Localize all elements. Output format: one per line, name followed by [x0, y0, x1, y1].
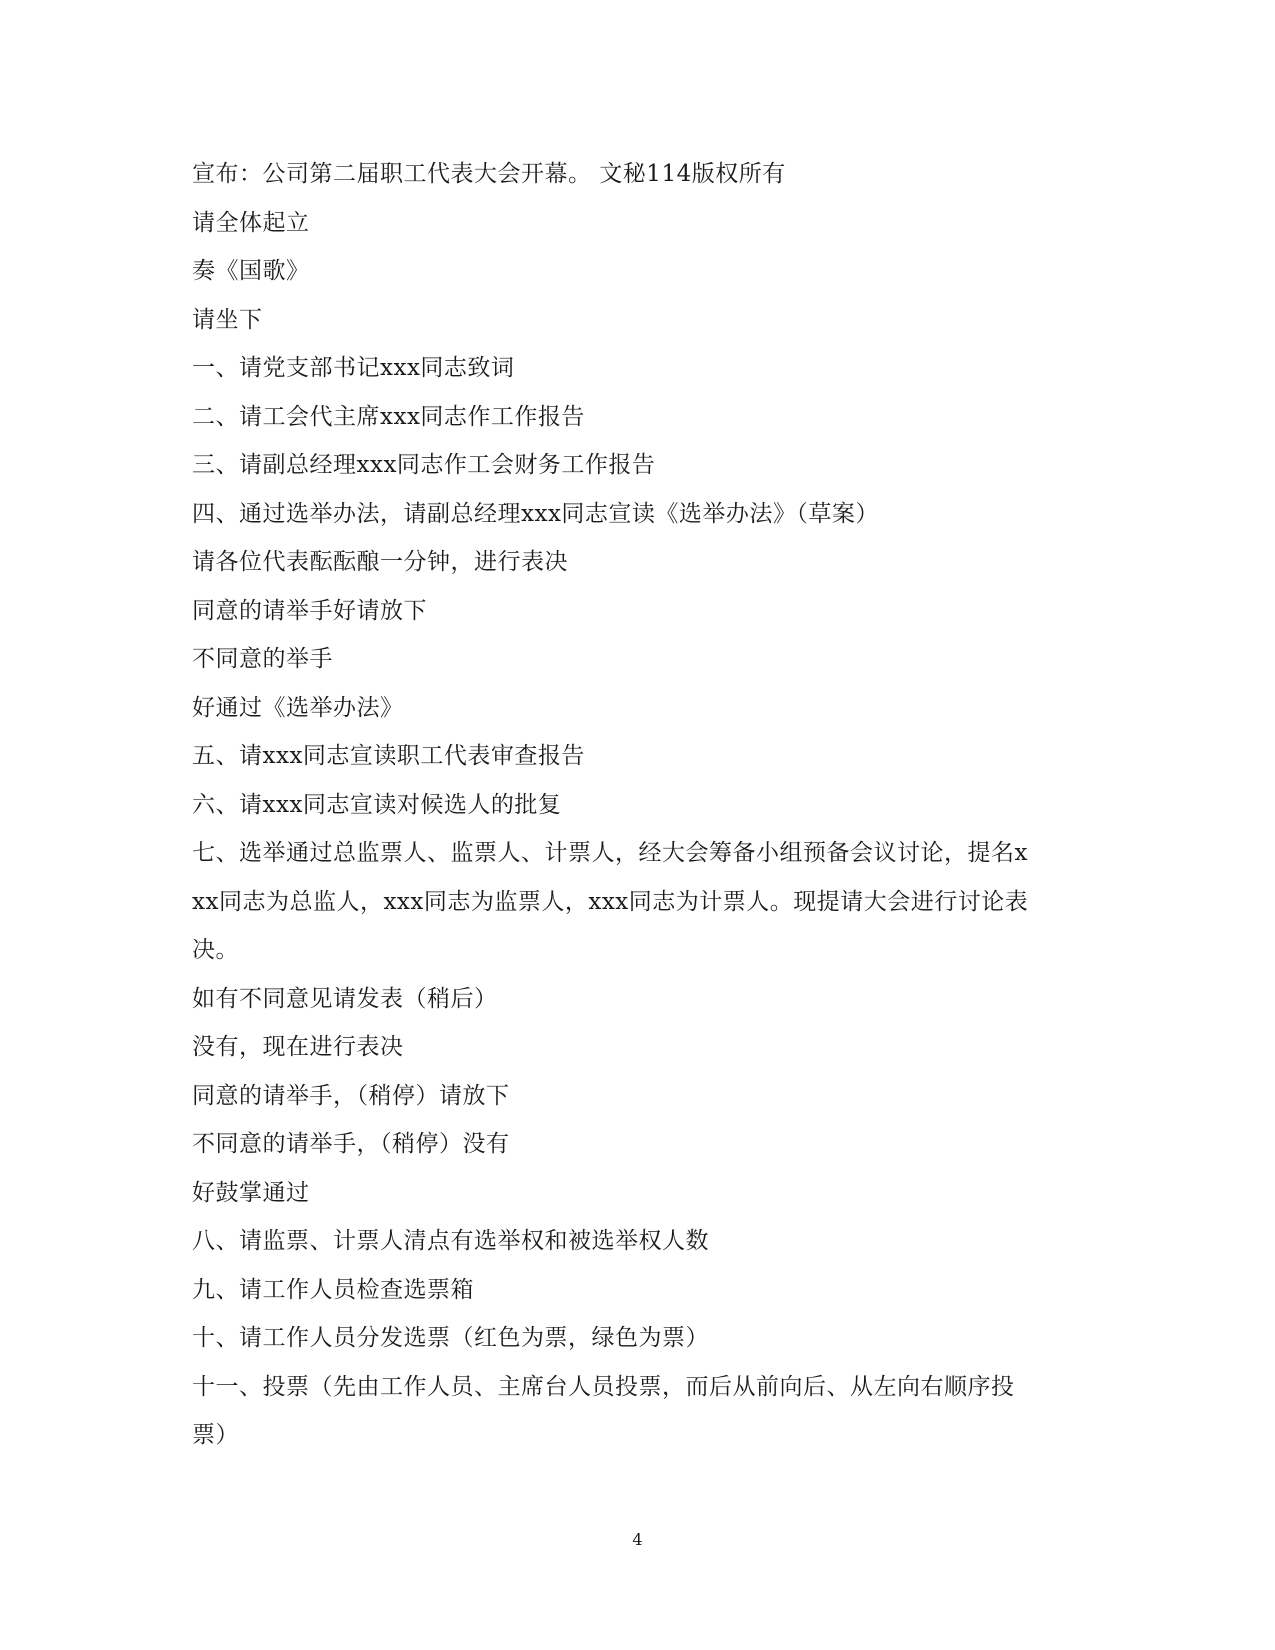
text-line: 奏《国歌》	[192, 258, 310, 284]
document-body	[192, 150, 1092, 1460]
text-line: 三、请副总经理xxx同志作工会财务工作报告	[192, 452, 656, 478]
text-line: 不同意的举手	[192, 646, 333, 672]
text-line: 好通过《选举办法》	[192, 694, 404, 721]
text-line: 同意的请举手，（稍停）请放下	[192, 1082, 510, 1109]
text-line: 票）	[192, 1422, 239, 1448]
text-line: 四、通过选举办法，请副总经理xxx同志宣读《选举办法》（草案）	[192, 500, 879, 527]
text-line: 七、选举通过总监票人、监票人、计票人，经大会筹备小组预备会议讨论，提名x	[192, 840, 1028, 866]
text-line: 请全体起立	[192, 209, 310, 236]
text-line: 如有不同意见请发表（稍后）	[192, 985, 498, 1012]
text-line: 请坐下	[192, 306, 263, 333]
text-line: 十、请工作人员分发选票（红色为票，绿色为票）	[192, 1325, 709, 1351]
text-line: 不同意的请举手，（稍停）没有	[192, 1131, 510, 1157]
text-line: 同意的请举手好请放下	[192, 597, 427, 624]
text-line: 请各位代表酝酝酿一分钟，进行表决	[192, 549, 568, 575]
text-line: 二、请工会代主席xxx同志作工作报告	[192, 403, 585, 430]
text-line: 五、请xxx同志宣读职工代表审查报告	[192, 743, 585, 769]
text-line: 决。	[192, 937, 239, 963]
page-number: 4	[632, 1530, 643, 1549]
text-line: 一、请党支部书记xxx同志致词	[192, 355, 515, 381]
text-line: 六、请xxx同志宣读对候选人的批复	[192, 791, 562, 818]
text-line: 没有，现在进行表决	[192, 1034, 404, 1060]
text-line: 八、请监票、计票人清点有选举权和被选举权人数	[192, 1228, 709, 1254]
text-line: 十一、投票（先由工作人员、主席台人员投票，而后从前向后、从左向右顺序投	[192, 1373, 1015, 1400]
text-line: xx同志为总监人，xxx同志为监票人，xxx同志为计票人。现提请大会进行讨论表	[192, 888, 1029, 915]
text-line: 宣布：公司第二届职工代表大会开幕。 文秘114版权所有	[192, 161, 786, 187]
text-line: 九、请工作人员检查选票箱	[192, 1276, 474, 1303]
text-line: 好鼓掌通过	[192, 1179, 310, 1206]
